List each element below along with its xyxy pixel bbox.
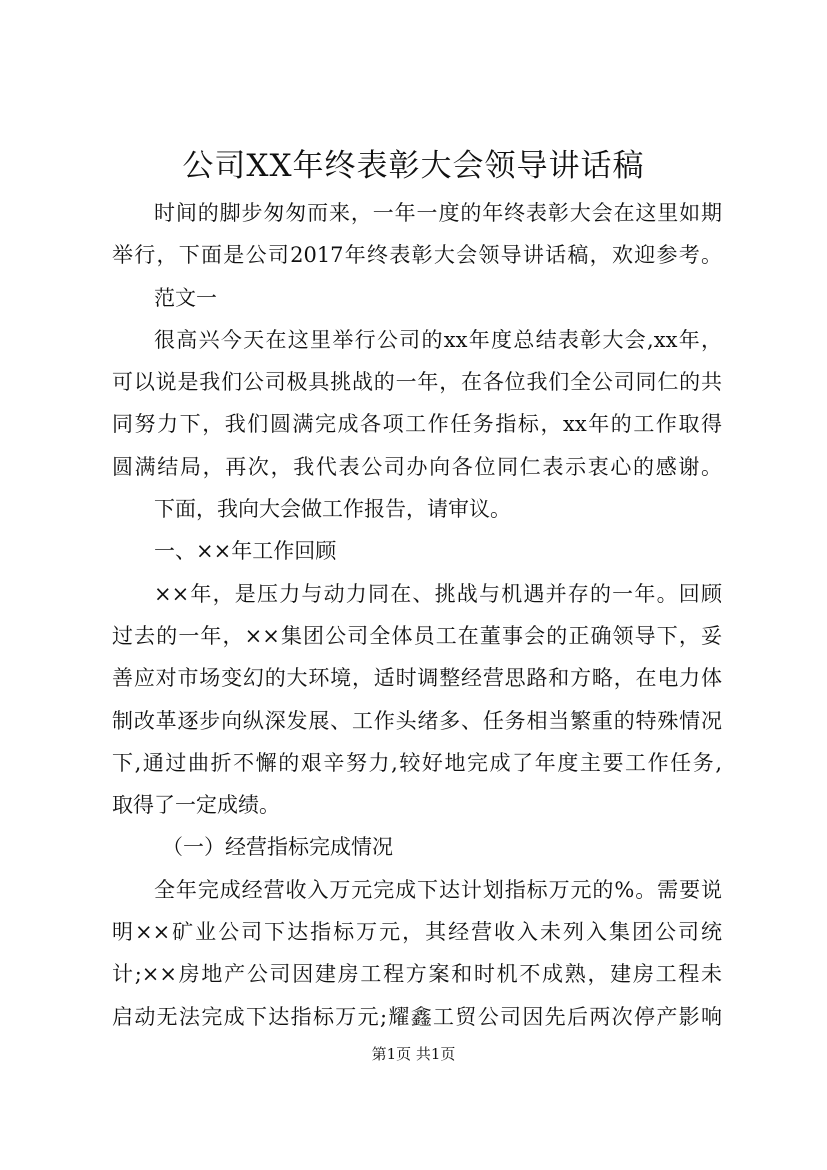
paragraph-line: 善应对市场变幻的大环境，适时调整经营思路和方略，在电力体: [112, 666, 722, 691]
paragraph-line: ××年，是压力与动力同在、挑战与机遇并存的一年。回顾: [154, 581, 722, 606]
paragraph-line: 时间的脚步匆匆而来，一年一度的年终表彰大会在这里如期: [154, 201, 722, 225]
page-footer: 第1页 共1页: [371, 1045, 456, 1063]
document-title: 公司XX年终表彰大会领导讲话稿: [182, 148, 645, 184]
paragraph-line: 圆满结局，再次，我代表公司办向各位同仁表示衷心的感谢。: [112, 454, 722, 479]
section-label: 范文一: [154, 285, 217, 310]
paragraph-line: 下面，我向大会做工作报告，请审议。: [154, 497, 511, 522]
paragraph-line: 计;××房地产公司因建房工程方案和时机不成熟，建房工程未: [112, 962, 722, 987]
section-heading: 一、××年工作回顾: [154, 539, 337, 564]
paragraph-line: 很高兴今天在这里举行公司的xx年度总结表彰大会,xx年，: [154, 327, 722, 352]
paragraph-line: 明××矿业公司下达指标万元，其经营收入未列入集团公司统: [112, 920, 722, 945]
paragraph-line: 全年完成经营收入万元完成下达计划指标万元的%。需要说: [154, 877, 722, 902]
paragraph-line: 过去的一年，××集团公司全体员工在董事会的正确领导下，妥: [112, 623, 722, 648]
paragraph-line: 制改革逐步向纵深发展、工作头绪多、任务相当繁重的特殊情况: [112, 708, 722, 733]
subsection-heading: （一）经营指标完成情况: [162, 835, 393, 860]
paragraph-line: 下,通过曲折不懈的艰辛努力,较好地完成了年度主要工作任务,: [112, 750, 722, 775]
paragraph-line: 取得了一定成绩。: [112, 793, 280, 818]
document-body: [112, 192, 722, 1038]
paragraph-line: 同努力下，我们圆满完成各项工作任务指标，xx年的工作取得: [112, 412, 722, 437]
paragraph-line: 可以说是我们公司极具挑战的一年，在各位我们全公司同仁的共: [112, 370, 722, 395]
paragraph-line: 举行，下面是公司2017年终表彰大会领导讲话稿，欢迎参考。: [112, 243, 722, 268]
paragraph-line: 启动无法完成下达指标万元;耀鑫工贸公司因先后两次停产影响: [112, 1004, 722, 1029]
